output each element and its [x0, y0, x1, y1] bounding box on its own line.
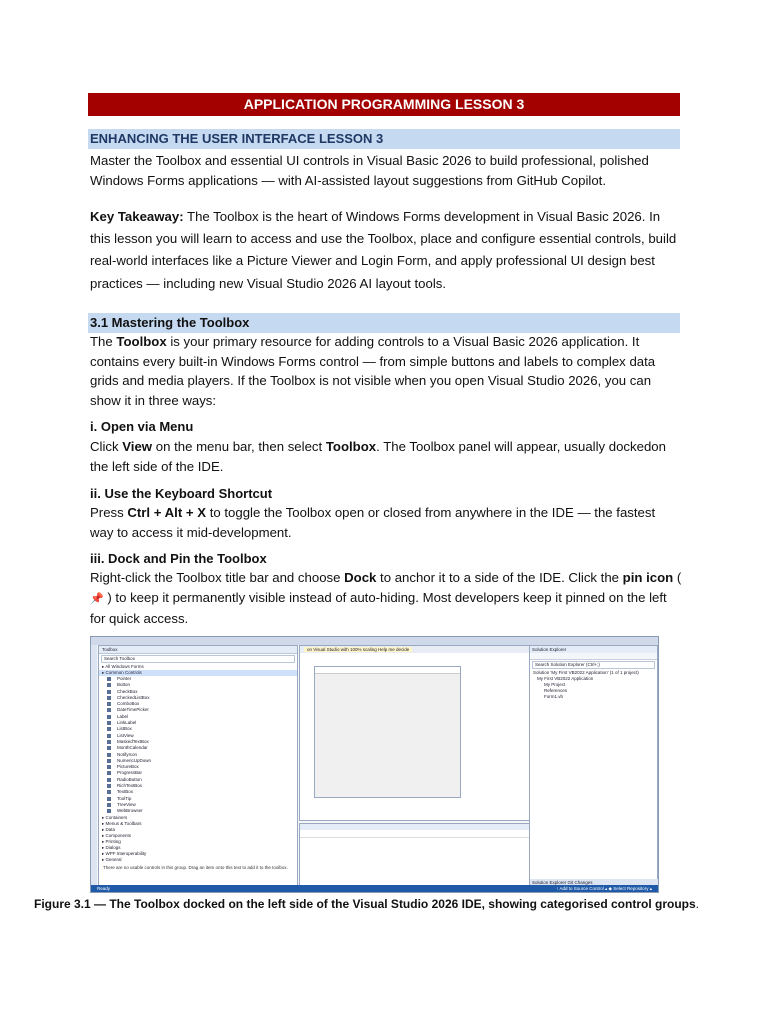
text-run: on the menu bar, then select	[152, 439, 326, 454]
bold-run: pin icon	[622, 570, 674, 585]
toolbox-control-label: ComboBox	[117, 701, 140, 707]
toolbox-group-label: ▸ Components	[102, 832, 132, 838]
bold-run: Toolbox	[325, 439, 377, 454]
solution-tree-item: References	[544, 688, 568, 693]
control-icon	[107, 797, 111, 801]
solution-tree-item: Form1.vb	[544, 694, 564, 699]
control-icon	[107, 683, 111, 687]
solution-tree-item: My Project	[544, 682, 566, 687]
solution-tree-item: Solution 'My First VB2022 Application' (1 of 1 project)	[533, 670, 639, 675]
control-icon	[107, 771, 111, 775]
caption-text: Figure 3.1 — The Toolbox docked on the left side of the Visual Studio 2026 IDE, showing categorised control groups	[34, 897, 696, 911]
form-designer-surface	[314, 666, 461, 798]
way2-paragraph	[90, 503, 682, 542]
toolbox-control-label: RichTextBox	[117, 783, 143, 789]
way1-paragraph	[90, 437, 682, 476]
toolbox-control-label: TextBox	[117, 789, 134, 795]
bold-run: View	[122, 439, 153, 454]
control-icon	[107, 765, 111, 769]
bold-run: Dock	[344, 570, 377, 585]
toolbox-control-label: RadioButton	[117, 776, 142, 782]
toolbox-group-label: ▸ Dialogs	[102, 844, 121, 850]
status-right-text: ↑ Add to Source Control ▴ ◆ Select Repository ▴	[556, 886, 652, 891]
toolbox-control-label: Pointer	[117, 676, 132, 681]
control-icon	[107, 696, 111, 700]
control-icon	[107, 740, 111, 744]
toolbox-control-label: CheckBox	[117, 688, 138, 694]
toolbox-control-label: ListView	[117, 732, 134, 738]
solution-explorer-panel	[529, 645, 658, 887]
solution-explorer-search: Search Solution Explorer (Ctrl+;)	[532, 661, 655, 669]
figure-caption	[34, 896, 734, 912]
toolbox-control-label: Button	[117, 682, 131, 688]
form-caption	[315, 667, 460, 674]
text-run: Right-click the Toolbox title bar and choose	[90, 570, 345, 585]
way3-paragraph	[90, 568, 682, 629]
toolbox-control-label: TreeView	[117, 801, 136, 807]
ide-left-tab-strip	[91, 645, 97, 887]
lesson-banner: APPLICATION PROGRAMMING LESSON 3	[88, 93, 680, 116]
control-icon	[107, 715, 111, 719]
control-icon	[107, 690, 111, 694]
way1-heading: i. Open via Menu	[90, 419, 194, 434]
ide-title-bar	[91, 637, 658, 645]
text-run: is your primary resource for adding controls to a Visual Basic 2026 application. It contains every built-in Windows Forms control — from simple buttons and labels to complex data grids and media players. If the Toolbox is not visible when you open Visual Studio 2026, you can show it in three ways:	[90, 334, 656, 408]
toolbox-group-label: ▸ General	[102, 856, 122, 862]
key-takeaway-text: The Toolbox is the heart of Windows Forms development in Visual Basic 2026. In this lesson you will learn to access and use the Toolbox, place and configure essential controls, build real-world interfaces like a Picture Viewer and Login Form, and apply professional UI design best practices — including new Visual Studio 2026 AI layout tools.	[90, 209, 677, 291]
toolbox-group-label: ▸ Containers	[102, 814, 128, 820]
bold-run: Toolbox	[116, 334, 167, 349]
toolbox-control-label: DateTimePicker	[117, 707, 149, 713]
intro-paragraph: Master the Toolbox and essential UI controls in Visual Basic 2026 to build professional, polished Windows Forms applications — with AI-assisted layout suggestions from GitHub Copilot.	[90, 153, 649, 188]
toolbox-group-label: ▸ Printing	[102, 838, 121, 844]
control-icon	[107, 753, 111, 757]
section-heading-ui: ENHANCING THE USER INTERFACE LESSON 3	[88, 129, 680, 149]
key-takeaway-paragraph	[90, 206, 682, 295]
toolbox-empty-note: There are no usable controls in this group. Drag an item onto this text to add it to the toolbox.	[103, 864, 288, 870]
control-icon	[107, 702, 111, 706]
control-icon	[107, 803, 111, 807]
control-icon	[107, 708, 111, 712]
toolbox-control-label: MonthCalendar	[117, 745, 148, 751]
caption-end: .	[695, 897, 699, 911]
text-run: to toggle the Toolbox open or closed from anywhere in the IDE — the fastest way to access it mid-development.	[90, 505, 656, 540]
toolbox-control	[99, 808, 297, 814]
control-icon	[107, 746, 111, 750]
toolbox-control-label: ToolTip	[117, 795, 132, 801]
control-icon	[107, 677, 111, 681]
bold-run: Ctrl + Alt + X	[127, 505, 207, 520]
text-run: Click	[90, 439, 123, 454]
control-icon	[107, 790, 111, 794]
toolbox-control-label: MaskedTextBox	[117, 738, 149, 744]
toolbox-group-label: ▸ WPF Interoperability	[102, 850, 147, 856]
solution-explorer-toolbar	[530, 653, 657, 660]
toolbox-control-label: ListBox	[117, 726, 132, 732]
control-icon	[107, 778, 111, 782]
toolbox-control-label: NotifyIcon	[117, 751, 138, 757]
control-icon	[107, 727, 111, 731]
toolbox-group-label: ▸ Menus & Toolbars	[102, 820, 142, 826]
toolbox-group-label: ▸ Common Controls	[102, 670, 142, 675]
scaling-warning: on Visual Studio with 100% scaling Help me decide	[304, 647, 412, 652]
toolbox-paragraph	[90, 332, 682, 410]
solution-tree-item: My First VB2022 Application	[537, 676, 594, 681]
way3-heading: iii. Dock and Pin the Toolbox	[90, 551, 267, 566]
solution-explorer-tabs: Solution Explorer Git Changes	[530, 879, 659, 886]
control-icon	[107, 809, 111, 813]
text-run: (	[673, 570, 682, 585]
toolbox-title: Toolbox	[99, 646, 297, 654]
text-run: to anchor it to a side of the IDE. Click the	[376, 570, 623, 585]
way2-heading: ii. Use the Keyboard Shortcut	[90, 486, 273, 501]
toolbox-control-label: WebBrowser	[117, 808, 143, 814]
ide-status-bar	[91, 885, 659, 892]
section-heading-toolbox: 3.1 Mastering the Toolbox	[88, 313, 680, 333]
text-run: ) to keep it permanently visible instead of auto-hiding. Most developers keep it pinned on the left for quick access.	[90, 589, 667, 626]
control-icon	[107, 734, 111, 738]
text-run: . The Toolbox panel will appear, usually dockedon the left side of the IDE.	[90, 439, 666, 474]
toolbox-control-label: ProgressBar	[117, 770, 143, 776]
toolbox-control-label: LinkLabel	[117, 720, 137, 726]
text-run: Press	[90, 505, 128, 520]
toolbox-control-label: NumericUpDown	[117, 757, 152, 763]
pin-icon: 📌	[90, 592, 104, 605]
toolbox-control-label: CheckedListBox	[117, 694, 150, 700]
status-text: Ready	[97, 886, 111, 891]
toolbox-panel	[98, 645, 298, 887]
control-icon	[107, 784, 111, 788]
control-icon	[107, 721, 111, 725]
toolbox-control-label: Label	[117, 713, 129, 719]
solution-explorer-title: Solution Explorer	[530, 646, 657, 653]
text-run: The	[90, 334, 117, 349]
control-icon	[107, 759, 111, 763]
ide-screenshot-figure	[90, 636, 659, 893]
toolbox-search: Search Toolbox	[101, 655, 295, 663]
toolbox-group-label: ▸ Data	[102, 826, 116, 832]
toolbox-control-label: PictureBox	[117, 764, 139, 770]
toolbox-group-label: ▸ All Windows Forms	[102, 664, 144, 669]
key-takeaway-label: Key Takeaway:	[90, 209, 184, 224]
